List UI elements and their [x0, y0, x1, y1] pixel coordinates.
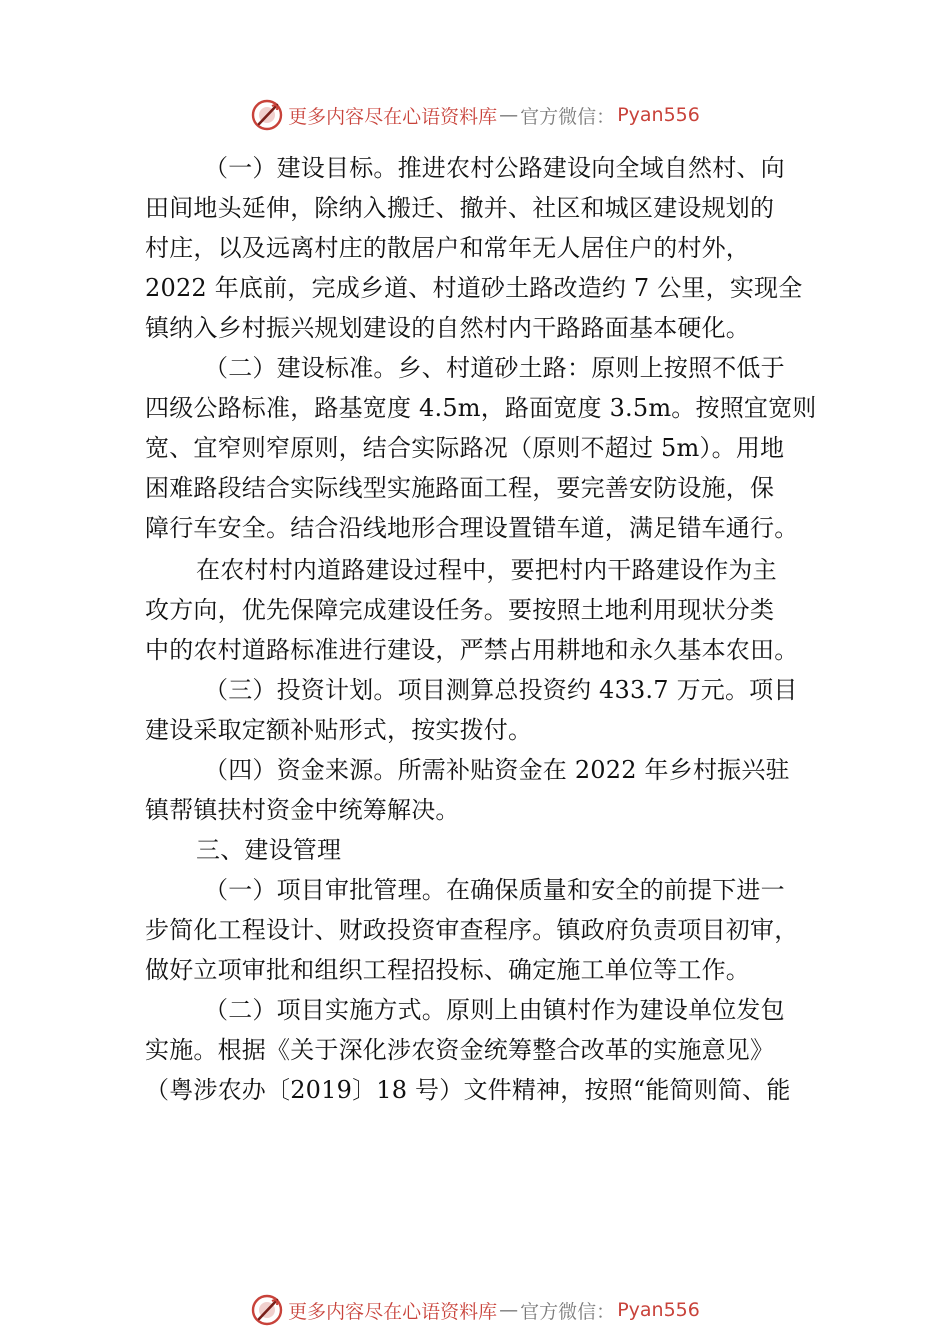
watermark-banner-top — [0, 95, 950, 135]
paragraph-line: （一）建设目标。推进农村公路建设向全域自然村、向 — [204, 154, 785, 182]
section-heading: 三、建设管理 — [196, 836, 342, 864]
quill-stamp-logo-icon — [250, 98, 284, 132]
paragraph-line: （二）建设标准。乡、村道砂土路：原则上按照不低于 — [204, 354, 785, 382]
paragraph-line: 困难路段结合实际线型实施路面工程，要完善安防设施，保 — [145, 474, 775, 502]
paragraph-line: 建设采取定额补贴形式，按实拨付。 — [145, 716, 533, 744]
quill-stamp-logo-icon — [250, 1293, 284, 1327]
paragraph-line: （三）投资计划。项目测算总投资约 433.7 万元。项目 — [204, 676, 798, 704]
paragraph-line: 镇纳入乡村振兴规划建设的自然村内干路路面基本硬化。 — [145, 314, 750, 342]
paragraph-line: （粤涉农办〔2019〕18 号）文件精神，按照“能简则简、能 — [145, 1076, 791, 1104]
paragraph-line: 中的农村道路标准进行建设，严禁占用耕地和永久基本农田。 — [145, 636, 799, 664]
paragraph-line: 2022 年底前，完成乡道、村道砂土路改造约 7 公里，实现全 — [145, 274, 803, 302]
watermark-dash: — — [499, 1299, 519, 1321]
watermark-sub-text: 官方微信： — [520, 1300, 616, 1323]
paragraph-line: 障行车安全。结合沿线地形合理设置错车道，满足错车通行。 — [145, 514, 799, 542]
paragraph-line: 做好立项审批和组织工程招投标、确定施工单位等工作。 — [145, 956, 750, 984]
paragraph-line: 田间地头延伸，除纳入搬迁、撤并、社区和城区建设规划的 — [145, 194, 775, 222]
watermark-wechat-id: Pyan556 — [617, 104, 700, 126]
paragraph-line: 在农村村内道路建设过程中，要把村内干路建设作为主 — [196, 556, 777, 584]
paragraph-line: 四级公路标准，路基宽度 4.5m，路面宽度 3.5m。按照宜宽则 — [145, 394, 817, 422]
watermark-dash: — — [499, 104, 519, 126]
watermark-main-text: 更多内容尽在心语资料库 — [288, 1300, 498, 1323]
watermark-text — [288, 102, 700, 129]
watermark-text — [288, 1297, 700, 1324]
paragraph-line: （一）项目审批管理。在确保质量和安全的前提下进一 — [204, 876, 785, 904]
watermark-sub-text: 官方微信： — [520, 105, 616, 128]
paragraph-line: 攻方向，优先保障完成建设任务。要按照土地利用现状分类 — [145, 596, 775, 624]
paragraph-line: 步简化工程设计、财政投资审查程序。镇政府负责项目初审， — [145, 916, 799, 944]
paragraph-line: 村庄，以及远离村庄的散居户和常年无人居住户的村外， — [145, 234, 750, 262]
watermark-banner-bottom — [0, 1290, 950, 1330]
paragraph-line: （四）资金来源。所需补贴资金在 2022 年乡村振兴驻 — [204, 756, 790, 784]
watermark-main-text: 更多内容尽在心语资料库 — [288, 105, 498, 128]
paragraph-line: 镇帮镇扶村资金中统筹解决。 — [145, 796, 460, 824]
paragraph-line: 实施。根据《关于深化涉农资金统筹整合改革的实施意见》 — [145, 1036, 775, 1064]
paragraph-line: （二）项目实施方式。原则上由镇村作为建设单位发包 — [204, 996, 785, 1024]
paragraph-line: 宽、宜窄则窄原则，结合实际路况（原则不超过 5m）。用地 — [145, 434, 785, 462]
watermark-wechat-id: Pyan556 — [617, 1299, 700, 1321]
